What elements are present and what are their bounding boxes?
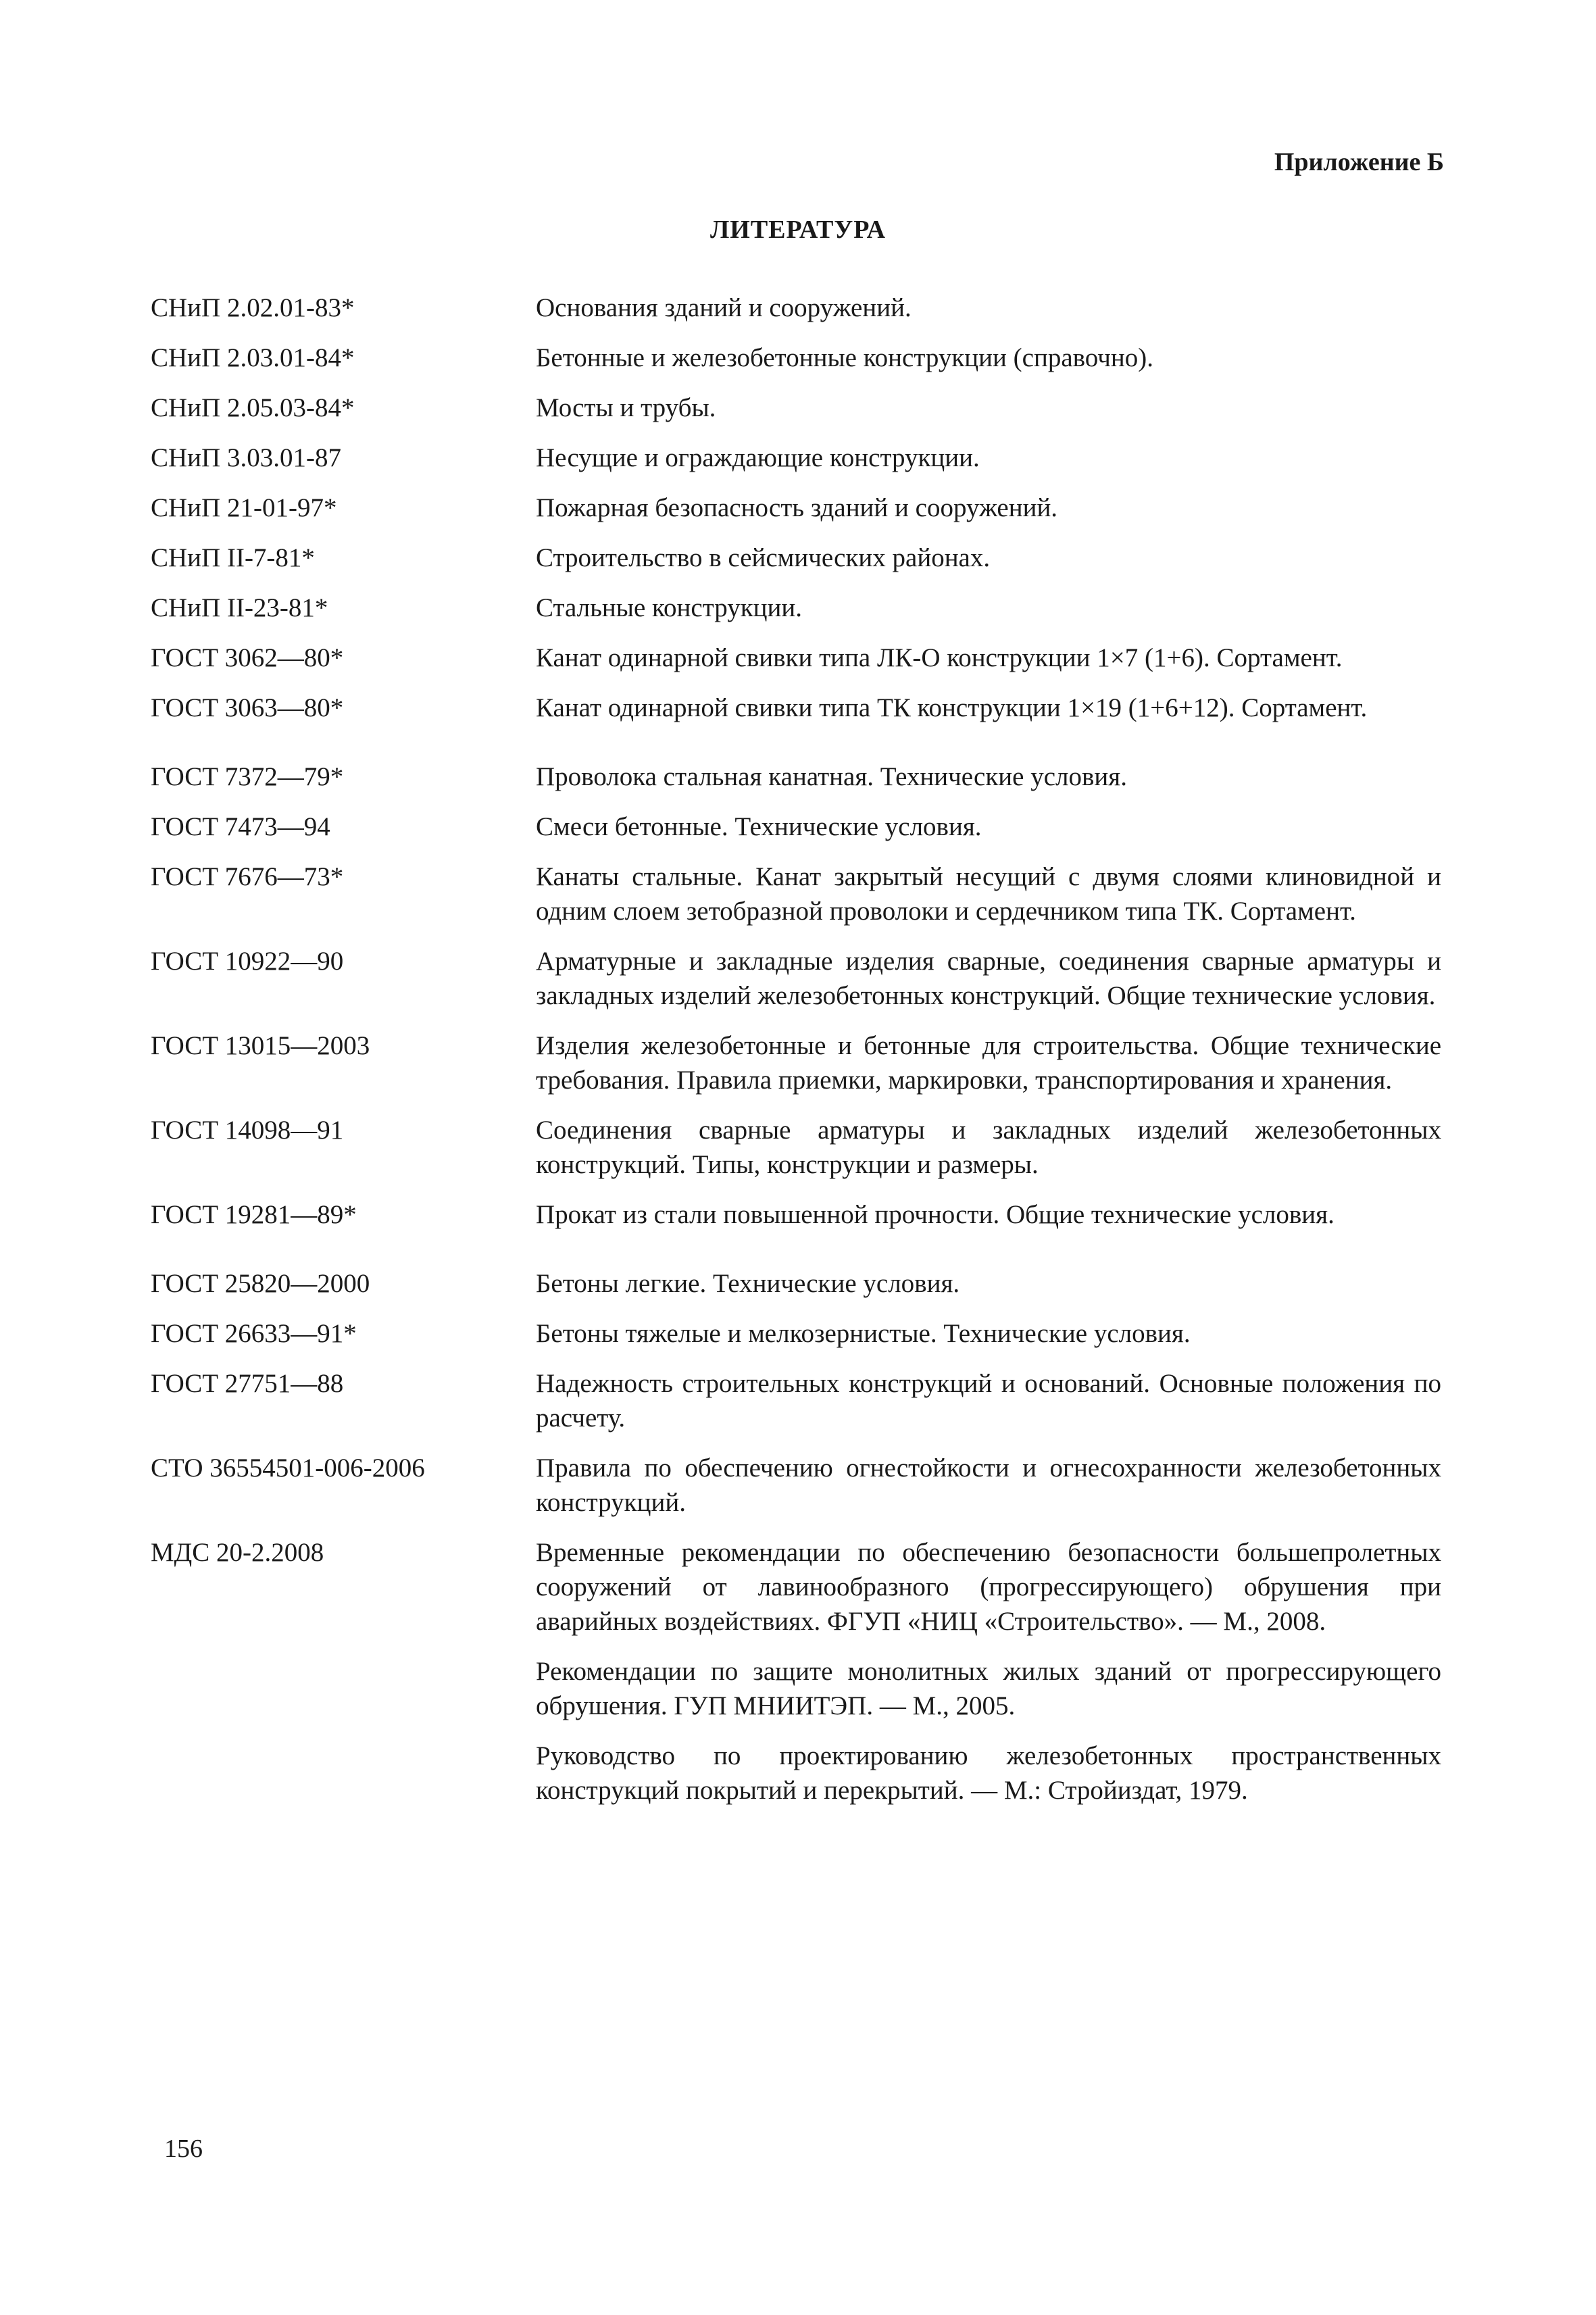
- reference-title: Строительство в сейсмических районах.: [536, 543, 991, 572]
- reference-title: Основания зданий и сооружений.: [536, 293, 912, 322]
- reference-title: Арматурные и закладные изделия сварные, соединения сварные арматуры и закладных изделий железобетонных конструкций. Общие технические условия.: [536, 947, 1441, 1010]
- reference-item: [151, 860, 1441, 928]
- reference-code: ГОСТ 7473—94: [151, 812, 330, 841]
- reference-item: [151, 1316, 1441, 1351]
- reference-title: Смеси бетонные. Технические условия.: [536, 812, 982, 841]
- reference-item: [151, 691, 1441, 725]
- reference-title: Стальные конструкции.: [536, 593, 803, 622]
- reference-item: [151, 1739, 1441, 1808]
- page-title: ЛИТЕРАТУРА: [709, 216, 887, 244]
- reference-title: Бетоны тяжелые и мелкозернистые. Технические условия.: [536, 1319, 1191, 1348]
- reference-code: ГОСТ 14098—91: [151, 1116, 344, 1145]
- reference-item: [151, 391, 1441, 425]
- reference-item: [151, 491, 1441, 525]
- reference-code: ГОСТ 19281—89*: [151, 1200, 357, 1229]
- reference-title: Несущие и ограждающие конструкции.: [536, 443, 980, 472]
- reference-code: ГОСТ 27751—88: [151, 1369, 344, 1398]
- reference-title: Рекомендации по защите монолитных жилых зданий от прогрессирующего обрушения. ГУП МНИИТЭП. — М., 2005.: [536, 1657, 1441, 1720]
- reference-title: Руководство по проектированию железобетонных пространственных конструкций покрытий и перекрытий. — М.: Стройиздат, 1979.: [536, 1741, 1441, 1805]
- reference-item: [151, 810, 1441, 844]
- reference-code: СТО 36554501-006-2006: [151, 1453, 425, 1483]
- reference-title: Правила по обеспечению огнестойкости и огнесохранности железобетонных конструкций.: [536, 1453, 1441, 1517]
- reference-item: [151, 541, 1441, 575]
- reference-title: Проволока стальная канатная. Технические условия.: [536, 762, 1127, 791]
- reference-title: Бетонные и железобетонные конструкции (справочно).: [536, 343, 1154, 372]
- reference-code: ГОСТ 3062—80*: [151, 643, 344, 672]
- reference-code: СНиП 2.05.03-84*: [151, 393, 355, 422]
- reference-title: Мосты и трубы.: [536, 393, 716, 422]
- reference-code: СНиП II-23-81*: [151, 593, 328, 622]
- reference-code: СНиП 21-01-97*: [151, 493, 337, 522]
- reference-code: ГОСТ 3063—80*: [151, 693, 344, 722]
- reference-code: СНиП II-7-81*: [151, 543, 315, 572]
- page-number: 156: [164, 2135, 203, 2163]
- reference-title: Канаты стальные. Канат закрытый несущий с двумя слоями клиновидной и одним слоем зетобразной проволоки и сердечником типа ТК. Сортамент.: [536, 862, 1441, 926]
- reference-list: [151, 291, 1441, 1823]
- reference-item: [151, 1451, 1441, 1520]
- reference-item: [151, 1028, 1441, 1097]
- reference-item: [151, 441, 1441, 475]
- reference-title: Прокат из стали повышенной прочности. Общие технические условия.: [536, 1200, 1335, 1229]
- reference-code: ГОСТ 25820—2000: [151, 1269, 370, 1298]
- reference-code: ГОСТ 10922—90: [151, 947, 344, 976]
- reference-item: [151, 1654, 1441, 1723]
- reference-code: СНиП 2.02.01-83*: [151, 293, 355, 322]
- reference-item: [151, 1266, 1441, 1301]
- reference-code: ГОСТ 7372—79*: [151, 762, 344, 791]
- reference-item: [151, 641, 1441, 675]
- reference-title: Бетоны легкие. Технические условия.: [536, 1269, 960, 1298]
- appendix-label: Приложение Б: [1274, 148, 1444, 176]
- reference-title: Соединения сварные арматуры и закладных изделий железобетонных конструкций. Типы, конструкции и размеры.: [536, 1116, 1441, 1179]
- reference-code: ГОСТ 26633—91*: [151, 1319, 357, 1348]
- reference-title: Канат одинарной свивки типа ЛК-О конструкции 1×7 (1+6). Сортамент.: [536, 643, 1343, 672]
- reference-item: [151, 1366, 1441, 1435]
- reference-code: МДС 20-2.2008: [151, 1538, 324, 1567]
- reference-title: Канат одинарной свивки типа ТК конструкции 1×19 (1+6+12). Сортамент.: [536, 693, 1368, 722]
- reference-item: [151, 1197, 1441, 1232]
- reference-item: [151, 944, 1441, 1013]
- reference-code: ГОСТ 13015—2003: [151, 1031, 370, 1060]
- reference-item: [151, 760, 1441, 794]
- reference-title: Надежность строительных конструкций и оснований. Основные положения по расчету.: [536, 1369, 1441, 1433]
- reference-code: СНиП 2.03.01-84*: [151, 343, 355, 372]
- reference-item: [151, 1113, 1441, 1182]
- reference-title: Пожарная безопасность зданий и сооружений.: [536, 493, 1058, 522]
- reference-item: [151, 591, 1441, 625]
- reference-item: [151, 341, 1441, 375]
- reference-title: Временные рекомендации по обеспечению безопасности большепролетных сооружений от лавинообразного (прогрессирующего) обрушения при аварийных воздействиях. ФГУП «НИЦ «Строительство». — М., 2008.: [536, 1538, 1441, 1636]
- reference-item: [151, 291, 1441, 325]
- reference-code: ГОСТ 7676—73*: [151, 862, 344, 891]
- reference-item: [151, 1535, 1441, 1639]
- reference-code: СНиП 3.03.01-87: [151, 443, 341, 472]
- reference-title: Изделия железобетонные и бетонные для строительства. Общие технические требования. Правила приемки, маркировки, транспортирования и хранения.: [536, 1031, 1441, 1095]
